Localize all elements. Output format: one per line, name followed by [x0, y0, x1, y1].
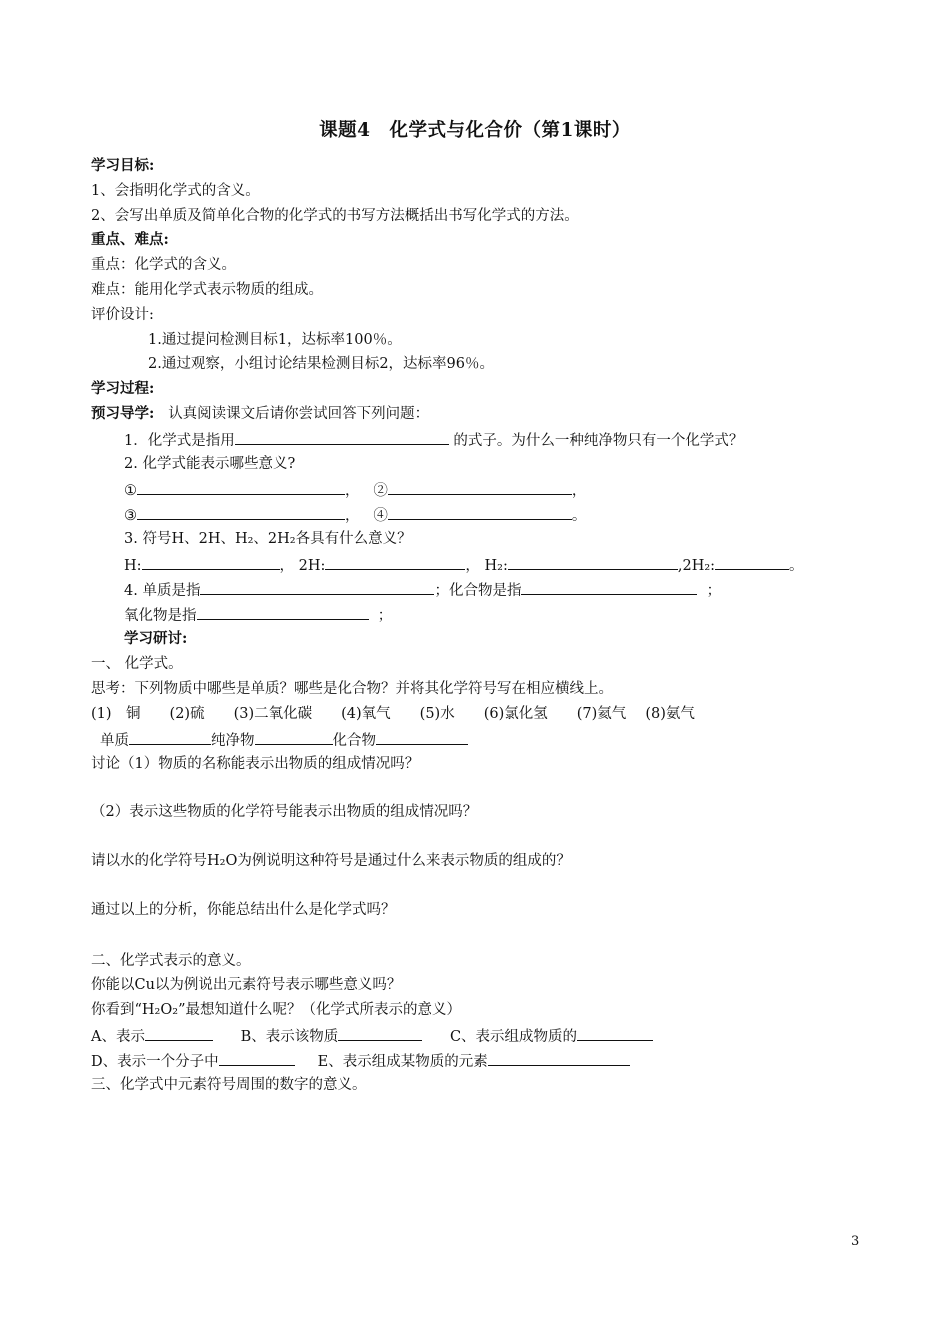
option-d: D、表示一个分子中	[91, 1054, 219, 1070]
q4-end: ；	[706, 583, 722, 599]
meaning-de-row	[91, 1050, 630, 1072]
question-1	[124, 429, 743, 451]
key-heading: 重点、难点:	[91, 231, 169, 248]
study-heading: 学习研讨:	[124, 630, 188, 647]
comma: ，	[345, 483, 360, 499]
simple-label: 单质	[100, 733, 129, 749]
circle-3: ③	[124, 508, 137, 524]
option-c-blank[interactable]	[577, 1025, 653, 1041]
oxide-end: ；	[377, 608, 393, 624]
preview-label: 预习导学:	[91, 405, 155, 422]
oxide-row	[124, 604, 392, 626]
pure-blank[interactable]	[255, 729, 333, 745]
goal-1: 1、会指明化学式的含义。	[91, 183, 260, 199]
option-c: C、表示组成物质的	[449, 1029, 578, 1045]
circle-1: ①	[124, 483, 137, 499]
page-title: 课题4 化学式与化合价（第1课时）	[319, 120, 631, 141]
comma: ，	[345, 508, 360, 524]
option-e: E、表示组成某物质的元素	[317, 1054, 488, 1070]
process-heading: 学习过程:	[91, 380, 155, 397]
think-text: 思考：下列物质中哪些是单质？哪些是化合物？并将其化学符号写在相应横线上。	[91, 681, 613, 697]
preview-line	[91, 404, 429, 424]
eval-heading: 评价设计:	[91, 307, 154, 323]
cu-question: 你能以Cu以为例说出元素符号表示哪些意义吗？	[91, 977, 402, 993]
meaning-abc-row	[91, 1025, 653, 1047]
question-2: 2. 化学式能表示哪些意义?	[124, 456, 296, 472]
section-1-heading: 一、 化学式。	[91, 656, 183, 672]
option-b-blank[interactable]	[338, 1025, 422, 1041]
h2o2-question: 你看到“H₂O₂”最想知道什么呢？（化学式所表示的意义）	[91, 1002, 461, 1018]
option-a: A、表示	[91, 1029, 145, 1045]
meaning-blank-4[interactable]	[388, 504, 572, 520]
circle-2: ②	[373, 483, 388, 499]
question-4	[124, 579, 721, 601]
q1-text: 1．化学式是指用	[124, 433, 235, 449]
h-label: H:	[124, 558, 142, 574]
question-3: 3. 符号H、2H、H₂、2H₂各具有什么意义？	[124, 531, 412, 547]
discuss-1: 讨论（1）物质的名称能表示出物质的组成情况吗？	[91, 756, 420, 772]
option-a-blank[interactable]	[145, 1025, 213, 1041]
section-2-heading: 二、化学式表示的意义。	[91, 953, 251, 969]
simple-blank[interactable]	[129, 729, 211, 745]
q1-text-end: 的式子。为什么一种纯净物只有一个化学式？	[453, 433, 744, 449]
goal-2: 2、会写出单质及简单化合物的化学式的书写方法概括出书写化学式的方法。	[91, 208, 579, 224]
preview-text: 认真阅读课文后请你尝试回答下列问题：	[168, 406, 430, 422]
oxide-text: 氧化物是指	[124, 608, 197, 624]
2h-blank[interactable]	[325, 554, 465, 570]
q1-blank[interactable]	[235, 429, 449, 445]
2h-label: 2H:	[298, 558, 326, 574]
option-e-blank[interactable]	[488, 1050, 630, 1066]
eval-2: 2.通过观察，小组讨论结果检测目标2，达标率96％。	[148, 356, 495, 372]
symbol-row: H: ， 2H: ， H₂: ,2H₂: 。	[124, 554, 804, 576]
eval-1: 1.通过提问检测目标1，达标率100％。	[148, 332, 402, 348]
oxide-blank[interactable]	[197, 604, 369, 620]
h2-label: H₂:	[484, 558, 508, 574]
goals-heading: 学习目标:	[91, 157, 155, 174]
comma: ，	[465, 558, 480, 574]
compound-class-blank[interactable]	[376, 729, 468, 745]
meaning-blank-1[interactable]	[137, 479, 345, 495]
comma: ，	[571, 483, 587, 499]
meaning-blank-2[interactable]	[388, 479, 572, 495]
discuss-2: （2）表示这些物质的化学符号能表示出物质的组成情况吗？	[91, 804, 478, 820]
option-d-blank[interactable]	[219, 1050, 295, 1066]
period: 。	[571, 508, 587, 524]
h-blank[interactable]	[142, 554, 280, 570]
q4-text-2: ；化合物是指	[434, 583, 522, 599]
element-blank[interactable]	[200, 579, 434, 595]
2h2-blank[interactable]	[715, 554, 789, 570]
key-point: 重点：化学式的含义。	[91, 257, 236, 273]
compound-blank[interactable]	[521, 579, 697, 595]
comma: ，	[279, 558, 295, 574]
meaning-row-1	[124, 479, 586, 501]
circle-4: ④	[373, 508, 388, 524]
page-number: 3	[851, 1234, 860, 1249]
meaning-row-2	[124, 504, 586, 526]
compound-label: 化合物	[332, 733, 376, 749]
section-3-heading: 三、化学式中元素符号周围的数字的意义。	[91, 1077, 367, 1093]
h2-blank[interactable]	[508, 554, 678, 570]
meaning-blank-3[interactable]	[137, 504, 345, 520]
classify-row	[100, 729, 468, 751]
discuss-4: 通过以上的分析，你能总结出什么是化学式吗？	[91, 902, 396, 918]
option-b: B、表示该物质	[240, 1029, 339, 1045]
pure-label: 纯净物	[211, 733, 255, 749]
substance-list: (1) 铜 (2)硫 (3)二氧化碳 (4)氧气 (5)水 (6)氯化氢 (7)氦气 (8)氨气	[91, 706, 695, 722]
discuss-3: 请以水的化学符号H₂O为例说明这种符号是通过什么来表示物质的组成的？	[91, 853, 571, 869]
q4-text: 4. 单质是指	[124, 583, 201, 599]
period: 。	[789, 558, 804, 574]
2h2-label: 2H₂:	[682, 558, 716, 574]
difficult-point: 难点：能用化学式表示物质的组成。	[91, 282, 323, 298]
